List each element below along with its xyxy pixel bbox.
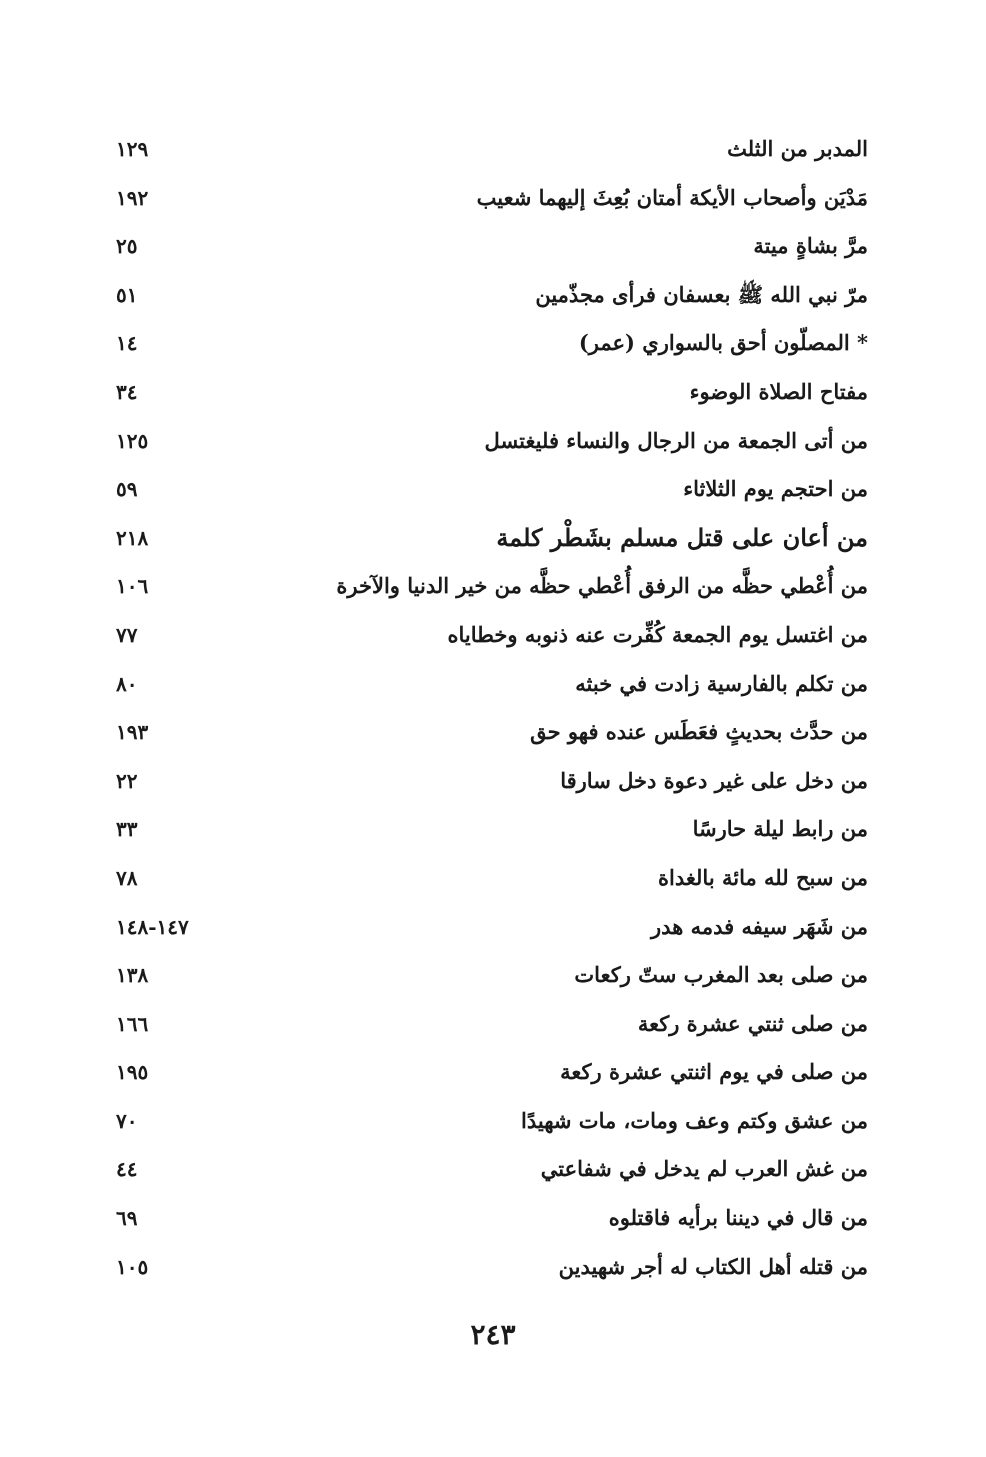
entry-page-number: ٣٣ [116,817,138,842]
index-entry [112,760,868,809]
page-number: ٢٤٣ [470,1318,516,1351]
entry-text: من قال في ديننا برأيه فاقتلوه [608,1205,868,1231]
index-entry [112,274,868,323]
entry-text: * المصلّون أحق بالسواري (عمر) [578,330,868,356]
entry-page-number: ٣٤ [116,379,138,404]
index-entry [112,1246,868,1295]
index-entry [112,517,868,566]
entry-page-number: ١٠٥ [116,1254,149,1279]
entry-page-number: ٧٨ [116,865,138,890]
entry-text: من أُعْطي حظَّه من الرفق أُعْطي حظَّه من خير الدنيا والآخرة [336,573,868,599]
index-entry [112,1197,868,1246]
index-entry [112,225,868,274]
entry-text: مرَّ بشاةٍ ميتة [753,233,868,259]
entry-text: من دخل على غير دعوة دخل سارقا [560,767,868,793]
entry-text: من حدَّث بحديثٍ فعَطَس عنده فهو حق [530,719,868,745]
entry-text: المدبر من الثلث [727,136,868,161]
entry-text: من صلى بعد المغرب ستّ ركعات [574,962,868,988]
entry-page-number: ٢٥ [116,234,138,259]
entry-page-number: ١٠٦ [116,574,149,599]
entry-page-number: ٢١٨ [116,525,149,550]
entry-text: من شَهَر سيفه فدمه هدر [651,913,868,939]
entry-page-number: ٢٢ [116,768,138,793]
entry-text: من أتى الجمعة من الرجال والنساء فليغتسل [484,427,868,453]
index-entry [112,954,868,1003]
index-entry [112,371,868,420]
entry-page-number: ٧٠ [116,1108,138,1133]
entry-text: من عشق وكتم وعف ومات، مات شهيدًا [521,1107,868,1133]
entry-page-number: ١٢٥ [116,428,149,453]
index-entry [112,1003,868,1052]
index-entry [112,420,868,469]
entry-page-number: ١٤ [116,331,138,356]
index-entry [112,177,868,226]
index-entry [112,614,868,663]
index-entry [112,1100,868,1149]
index-entry [112,906,868,955]
entry-page-number: ٥١ [116,282,138,307]
entry-text: مَدْيَن وأصحاب الأيكة أمتان بُعِثَ إليهما شعيب [476,184,868,210]
entry-page-number: ١٦٦ [116,1011,149,1036]
entry-text: من رابط ليلة حارسًا [692,816,868,842]
entry-page-number: ٧٧ [116,622,138,647]
entry-text: من احتجم يوم الثلاثاء [683,476,868,502]
index-entry [112,468,868,517]
entry-text: من صلى في يوم اثنتي عشرة ركعة [560,1059,868,1085]
entry-page-number: ٤٤ [116,1157,138,1182]
index-entry [112,322,868,371]
entry-page-number: ١٩٣ [116,720,149,745]
entry-text: من تكلم بالفارسية زادت في خبثه [575,670,868,696]
entry-text: مرّ نبي الله ﷺ بعسفان فرأى مجذّمين [535,281,868,307]
entry-text: من صلى ثنتي عشرة ركعة [637,1010,868,1036]
index-entry [112,711,868,760]
index-entry [112,857,868,906]
entry-text: من قتله أهل الكتاب له أجر شهيدين [558,1253,868,1279]
index-entry [112,1148,868,1197]
entry-page-number: ٥٩ [116,477,138,502]
entry-page-number: ١٣٨ [116,963,149,988]
index-entry [112,808,868,857]
index-entry [112,1051,868,1100]
entry-page-number: ١٤٧-١٤٨ [116,914,189,939]
index-entry [112,128,868,177]
entry-text: من سبح لله مائة بالغداة [658,864,868,890]
entry-page-number: ١٩٥ [116,1060,149,1085]
entry-text: من أعان على قتل مسلم بشَطْر كلمة [496,522,868,552]
entry-text: من غش العرب لم يدخل في شفاعتي [540,1156,868,1182]
entry-text: من اغتسل يوم الجمعة كُفِّرت عنه ذنوبه وخطاياه [447,621,868,647]
index-entry [112,663,868,712]
entry-page-number: ٦٩ [116,1206,138,1231]
entry-text: مفتاح الصلاة الوضوء [689,378,868,404]
index-entry [112,565,868,614]
entry-page-number: ١٢٩ [116,137,149,161]
entry-page-number: ٨٠ [116,671,138,696]
hadith-index-list [112,128,868,1294]
entry-page-number: ١٩٢ [116,185,149,210]
